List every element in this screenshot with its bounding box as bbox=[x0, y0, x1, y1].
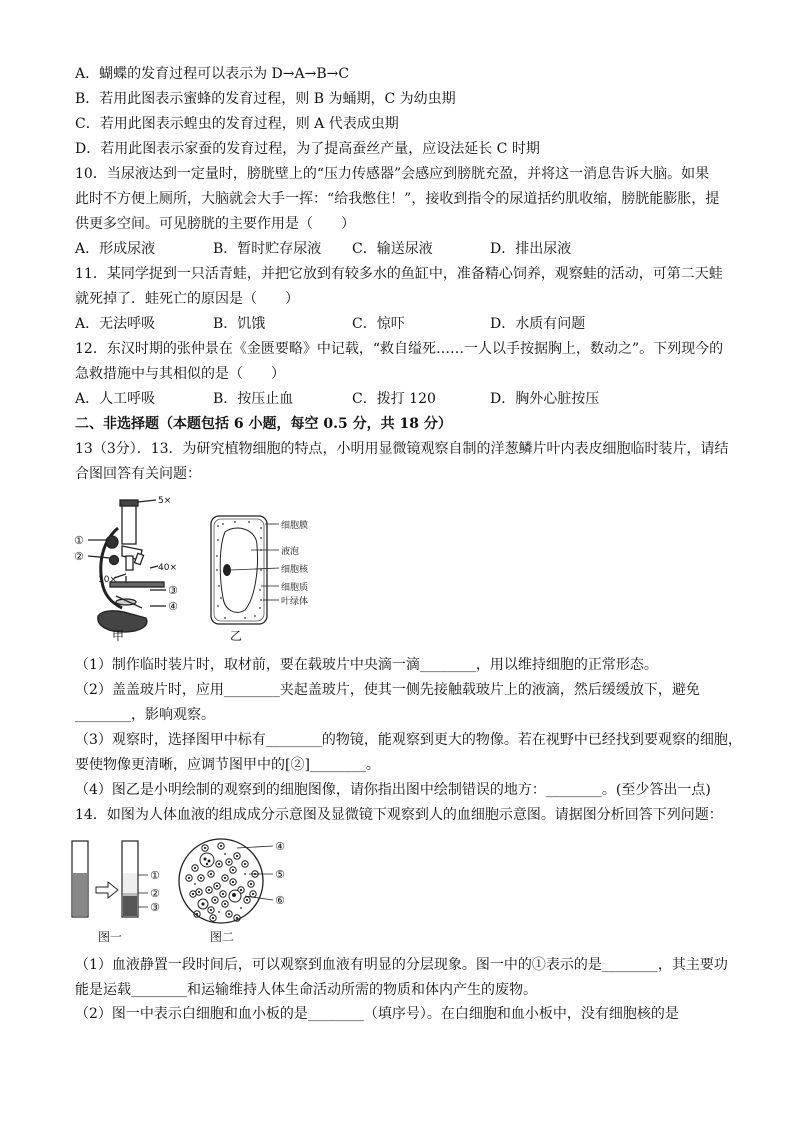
q12-option-c: C．拨打 120 bbox=[352, 391, 436, 407]
figure-caption-2: 图二 bbox=[210, 930, 235, 944]
microscope-figure bbox=[68, 490, 188, 640]
q10-option-c: C．输送尿液 bbox=[352, 241, 433, 257]
tube-label-3: ③ bbox=[150, 901, 160, 914]
section-2-heading: 二、非选择题（本题包括 6 小题，每空 0.5 分，共 18 分） bbox=[75, 416, 452, 432]
tube-label-2: ② bbox=[150, 887, 160, 900]
red-blood-cell-center bbox=[236, 855, 238, 857]
q9-option-b: B．若用此图表示蜜蜂的发育过程，则 B 为蛹期，C 为幼虫期 bbox=[75, 91, 456, 107]
microscope-label-3: ③ bbox=[168, 584, 178, 597]
red-blood-cell-center bbox=[198, 891, 200, 893]
blood-cell-figure bbox=[175, 834, 295, 928]
q14-stem: 14．如图为人体血液的组成成分示意图及显微镜下观察到人的血细胞示意图。请据图分析回答下列问题： bbox=[75, 807, 723, 823]
q13-stem-line-2: 合图回答有关问题： bbox=[75, 466, 201, 482]
red-blood-cell-center bbox=[224, 877, 226, 879]
red-blood-cell-center bbox=[240, 889, 242, 891]
plant-cell-figure bbox=[205, 510, 325, 630]
cell-label-vacuole: 液泡 bbox=[281, 547, 300, 557]
q9-option-c: C．若用此图表示蝗虫的发育过程，则 A 代表成虫期 bbox=[75, 116, 399, 132]
cell-label-membrane: 细胞膜 bbox=[281, 521, 309, 531]
red-blood-cell-center bbox=[218, 863, 220, 865]
q9-option-a: A．蝴蝶的发育过程可以表示为 D→A→B→C bbox=[75, 66, 350, 82]
q10-stem-line-1: 10．当尿液达到一定量时，膀胱壁上的“压力传感器”会感应到膀胱充盈，并将这一消息告诉大脑。如果 bbox=[75, 166, 710, 182]
blood-label-5: ⑤ bbox=[275, 868, 285, 881]
tube-label-1: ① bbox=[150, 869, 160, 882]
q12-stem-line-1: 12．东汉时期的张仲景在《金匮要略》中记载，“救自缢死……一人以手按据胸上，数动之”。下列现今的 bbox=[75, 341, 724, 357]
q10-stem-line-3: 供更多空间。可见膀胱的主要作用是（ ） bbox=[75, 216, 355, 232]
q13-stem-line-1: 13（3分）．13．为研究植物细胞的特点，小明用显微镜观察自制的洋葱鳞片叶内表皮细胞临时装片，请结 bbox=[75, 441, 729, 457]
q11-option-a: A．无法呼吸 bbox=[75, 316, 156, 332]
red-blood-cell-center bbox=[246, 899, 248, 901]
q10-option-d: D．排出尿液 bbox=[490, 241, 572, 257]
q10-option-b: B．暂时贮存尿液 bbox=[213, 241, 322, 257]
blood-tube-figure bbox=[68, 835, 168, 925]
q12-options bbox=[75, 389, 725, 409]
q14-part-1-line-1: （1）血液静置一段时间后，可以观察到血液有明显的分层现象。图一中的①表示的是________，其主要功 bbox=[75, 957, 728, 973]
red-blood-cell-center bbox=[196, 913, 198, 915]
q12-option-a: A．人工呼吸 bbox=[75, 391, 156, 407]
cell-label-chloroplast: 叶绿体 bbox=[281, 597, 309, 607]
q10-options bbox=[75, 239, 725, 259]
q13-part-3-line-1: （3）观察时，选择图甲中标有________的物镜，能观察到更大的物像。若在视野中已经找到要观察的细胞， bbox=[75, 732, 742, 748]
microscope-label-1: ① bbox=[74, 534, 84, 547]
red-blood-cell-center bbox=[252, 893, 254, 895]
q13-part-4: （4）图乙是小明绘制的观察到的细胞图像，请你指出图中绘制错误的地方：________。(至少答出一点) bbox=[75, 782, 711, 798]
red-blood-cell-center bbox=[208, 889, 210, 891]
cell-label-nucleus: 细胞核 bbox=[281, 565, 309, 575]
red-blood-cell-center bbox=[228, 913, 230, 915]
q13-part-2-line-1: （2）盖盖玻片时，应用________夹起盖玻片，使其一侧先接触载玻片上的液滴，然后缓缓放下，避免 bbox=[75, 682, 700, 698]
q11-stem-line-1: 11．某同学捉到一只活青蛙，并把它放到有较多水的鱼缸中，准备精心饲养，观察蛙的活动，可第二天蛙 bbox=[75, 266, 723, 282]
q9-option-d: D．若用此图表示家蚕的发育过程，为了提高蚕丝产量，应设法延长 C 时期 bbox=[75, 141, 540, 157]
blood-label-4: ④ bbox=[275, 840, 285, 853]
q12-option-b: B．按压止血 bbox=[213, 391, 294, 407]
red-blood-cell-center bbox=[210, 909, 212, 911]
microscope-label-4: ④ bbox=[168, 600, 178, 613]
red-blood-cell-center bbox=[194, 867, 196, 869]
q11-option-d: D．水质有问题 bbox=[490, 316, 586, 332]
microscope-label-2: ② bbox=[74, 550, 84, 563]
q11-options bbox=[75, 314, 725, 334]
figure-caption-1: 图一 bbox=[98, 930, 123, 944]
microscope-label-5x: 5× bbox=[158, 496, 172, 506]
red-blood-cell-center bbox=[222, 893, 224, 895]
figure-caption-jia: 甲 bbox=[112, 629, 125, 643]
red-blood-cell-center bbox=[244, 863, 246, 865]
red-blood-cell-center bbox=[204, 847, 206, 849]
q13-part-1: （1）制作临时装片时，取材前，要在载玻片中央滴一滴________，用以维持细胞的正常形态。 bbox=[75, 657, 658, 673]
q10-stem-line-2: 此时不方便上厕所，大脑就会大手一挥：“给我憋住！”，接收到指令的尿道括约肌收缩，膀胱能膨胀，提 bbox=[75, 191, 720, 207]
red-blood-cell-center bbox=[200, 877, 202, 879]
q13-part-2-line-2: ________，影响观察。 bbox=[75, 707, 215, 723]
q13-part-3-line-2: 要使物像更清晰，应调节图甲中的[②]________。 bbox=[75, 757, 380, 773]
red-blood-cell-center bbox=[220, 845, 222, 847]
red-blood-cell-center bbox=[192, 893, 194, 895]
red-blood-cell-center bbox=[228, 861, 230, 863]
figure-caption-yi: 乙 bbox=[230, 629, 243, 643]
cell-label-cytoplasm: 细胞质 bbox=[281, 583, 309, 593]
red-blood-cell-center bbox=[214, 899, 216, 901]
red-blood-cell-center bbox=[188, 877, 190, 879]
microscope-label-40x: 40× bbox=[158, 563, 177, 573]
red-blood-cell-center bbox=[210, 873, 212, 875]
q10-option-a: A．形成尿液 bbox=[75, 241, 156, 257]
q12-option-d: D．胸外心脏按压 bbox=[490, 391, 600, 407]
blood-label-6: ⑥ bbox=[275, 894, 285, 907]
microscope-label-10x: 10× bbox=[98, 575, 117, 585]
q14-part-1-line-2: 能是运载________和运输维持人体生命活动所需的物质和体内产生的废物。 bbox=[75, 982, 537, 998]
red-blood-cell-center bbox=[236, 917, 238, 919]
red-blood-cell-center bbox=[216, 885, 218, 887]
q14-part-2-line-1: （2）图一中表示白细胞和血小板的是________（填序号）。在白细胞和血小板中，没有细胞核的是 bbox=[75, 1006, 679, 1022]
red-blood-cell-center bbox=[250, 883, 252, 885]
red-blood-cell-center bbox=[232, 881, 234, 883]
q11-stem-line-2: 就死掉了．蛙死亡的原因是（ ） bbox=[75, 291, 299, 307]
red-blood-cell-center bbox=[232, 869, 234, 871]
q11-option-b: B．饥饿 bbox=[213, 316, 266, 332]
q11-option-c: C．惊吓 bbox=[352, 316, 405, 332]
red-blood-cell-center bbox=[224, 903, 226, 905]
red-blood-cell-center bbox=[212, 917, 214, 919]
q12-stem-line-2: 急救措施中与其相似的是（ ） bbox=[75, 366, 285, 382]
